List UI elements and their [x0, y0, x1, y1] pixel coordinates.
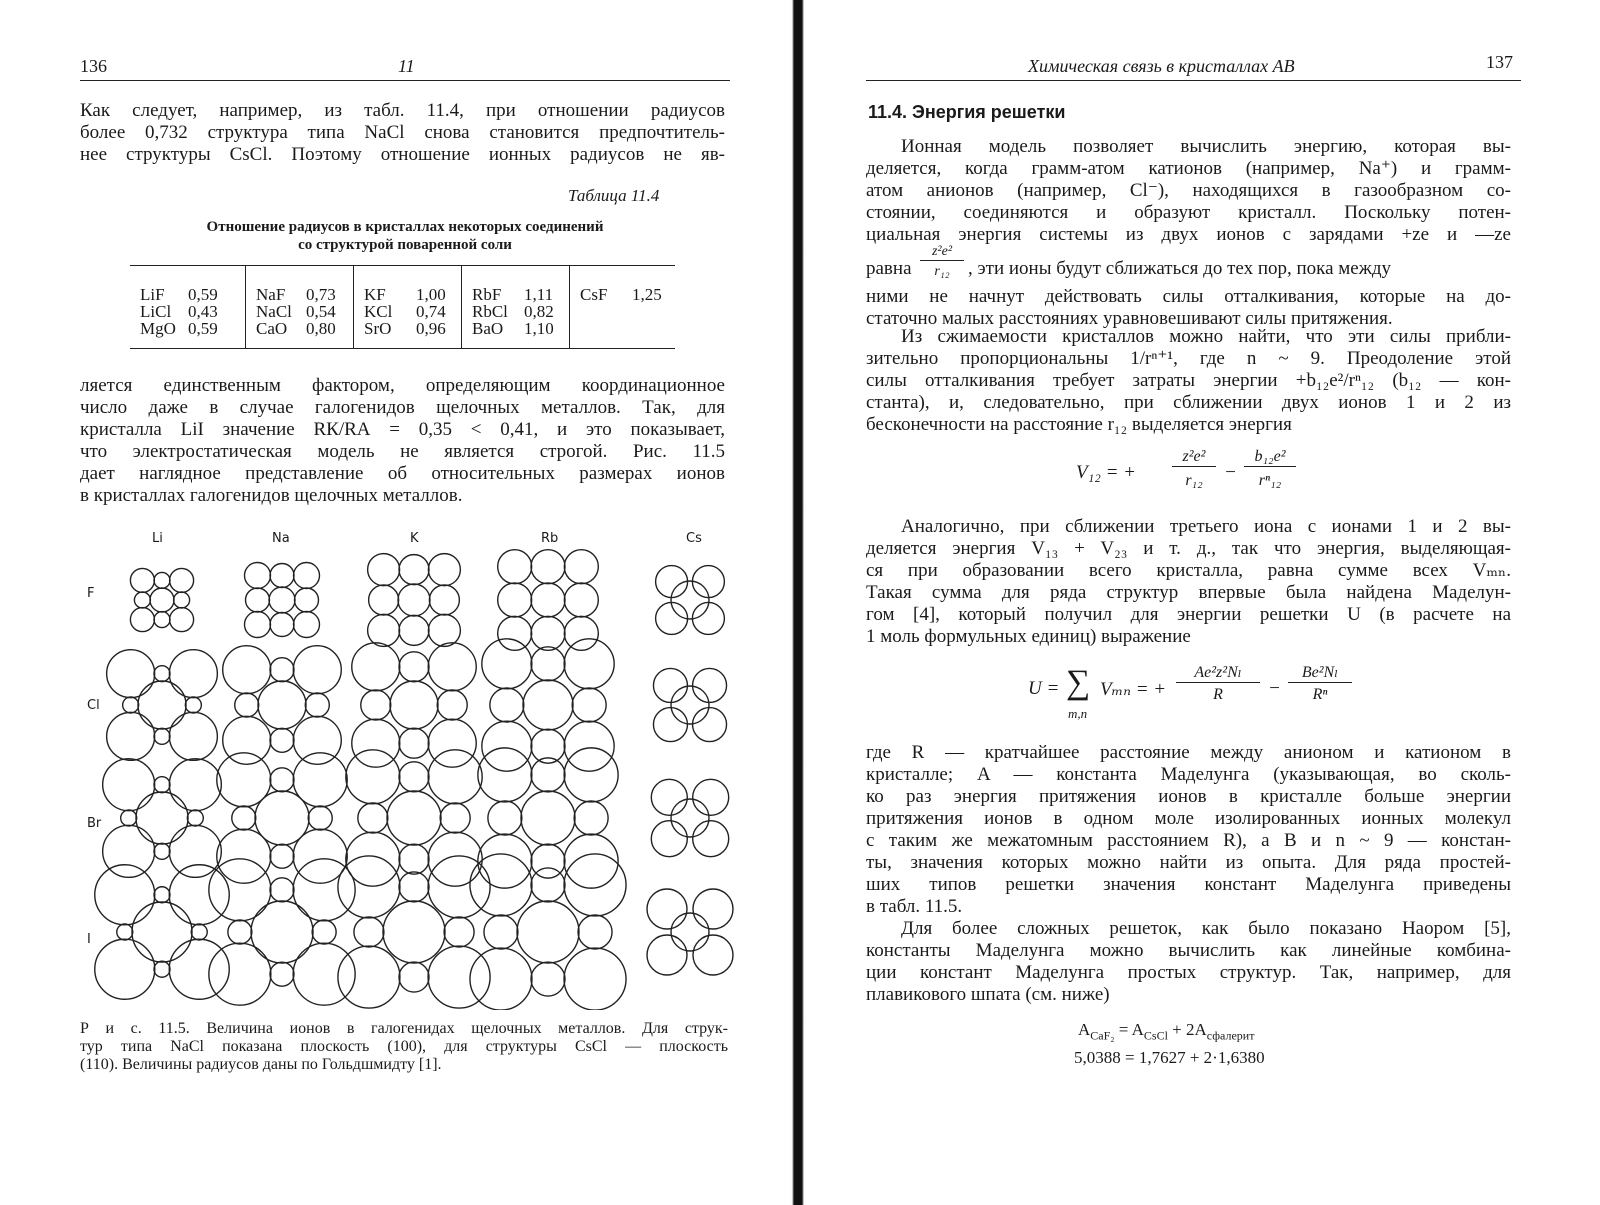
- text-line: в кристаллах галогенидов щелочных металлов.: [80, 485, 463, 506]
- text-line: силы отталкивания требует затраты энергии +b₁₂e²/rⁿ₁₂ (b₁₂ — кон-: [866, 370, 1511, 391]
- cation-circle: [531, 616, 565, 650]
- text-line: станта), и, следовательно, при сближении двух ионов 1 и 2 из: [866, 392, 1511, 413]
- text-line: число даже в случае галогенидов щелочных металлов. Так, для: [80, 397, 725, 418]
- cation-circle: [564, 583, 598, 617]
- table-cell-value: 1,10: [524, 319, 554, 338]
- anion-circle: [352, 719, 400, 767]
- text-line: ляется единственным фактором, определяющим координационное: [80, 375, 725, 396]
- anion-circle: [564, 834, 618, 888]
- anion-circle: [150, 588, 174, 612]
- cation-circle: [154, 777, 170, 793]
- symbol: A: [1078, 1020, 1091, 1039]
- anion-circle: [269, 587, 295, 613]
- table-cell-value: 0,96: [416, 319, 446, 338]
- right-page: [806, 0, 1600, 1205]
- cation-circle: [121, 810, 137, 826]
- table-cell-formula: CaO: [256, 319, 288, 338]
- anion-circle: [368, 554, 400, 586]
- anion-circle: [428, 554, 460, 586]
- equation-lattice-energy: [1028, 660, 1358, 724]
- cation-circle: [399, 762, 429, 792]
- cation-circle: [305, 693, 329, 717]
- column-label-cs: Cs: [686, 531, 702, 546]
- anion-circle: [482, 639, 532, 689]
- text-line: более 0,732 структура типа NaCl снова становится предпочтитель-: [80, 122, 725, 143]
- anion-circle: [169, 825, 221, 877]
- right-page-header: [866, 52, 1521, 81]
- anion-circle: [368, 614, 400, 646]
- cation-circle: [270, 878, 294, 902]
- cation-circle: [399, 615, 429, 645]
- anion-circle: [498, 550, 532, 584]
- anion-circle: [428, 614, 460, 646]
- running-title: Химическая связь в кристаллах AB: [1028, 56, 1295, 76]
- text-line: стоянии, соединяются и образуют кристалл. Поскольку потен-: [866, 202, 1511, 223]
- anion-circle: [647, 889, 687, 929]
- text-line: ся при образовании всего кристалла, равна сумме всех Vₘₙ.: [866, 560, 1511, 581]
- anion-circle: [653, 708, 687, 742]
- caption-line: тур типа NaCl показана плоскость (100), для структуры CsCl — плоскость: [80, 1038, 728, 1055]
- cation-circle: [187, 810, 203, 826]
- subscript: сфалерит: [1206, 1028, 1255, 1043]
- cation-circle: [232, 806, 256, 830]
- cation-circle: [174, 592, 190, 608]
- anion-circle: [428, 643, 476, 691]
- subscript: CsCl: [1143, 1028, 1168, 1043]
- table-label: Таблица 11.4: [568, 186, 660, 205]
- row-label-i: I: [87, 932, 91, 947]
- text-line: нее структуры CsCl. Поэтому отношение ионных радиусов не яв-: [80, 144, 725, 165]
- cation-circle: [531, 550, 565, 584]
- text-line: кристалла LiI значение RК/RА = 0,35 < 0,41, и это показывает,: [80, 419, 725, 440]
- cation-circle: [354, 917, 384, 947]
- cation-circle: [488, 801, 522, 835]
- page-number: 137: [1486, 52, 1513, 72]
- anion-circle: [531, 583, 565, 617]
- text-line: деляется энергия V₁₃ + V₂₃ и т. д., так что энергия, выделяющая-: [866, 538, 1511, 559]
- cation-circle: [671, 799, 709, 837]
- fraction-denominator: R: [1213, 686, 1223, 703]
- paragraph-madelung: [866, 516, 1511, 648]
- anion-circle: [651, 821, 687, 857]
- anion-circle: [523, 680, 573, 730]
- table-cell-value: 1,00: [416, 285, 446, 304]
- anion-circle: [564, 854, 626, 916]
- cation-circle: [134, 592, 150, 608]
- anion-circle: [653, 668, 687, 702]
- cation-circle: [444, 917, 474, 947]
- text-line: 1 моль формульных единиц) выражение: [866, 626, 1191, 647]
- cation-circle: [154, 887, 170, 903]
- anion-circle: [95, 939, 155, 999]
- anion-circle: [693, 935, 733, 975]
- cation-circle: [358, 803, 388, 833]
- anion-circle: [338, 946, 400, 1008]
- anion-circle: [130, 608, 154, 632]
- text-line: притяжения ионов в одном моле изолированных ионных молекул: [866, 808, 1511, 829]
- text-line: кристалле; A — константа Маделунга (указывающая, во сколь-: [866, 764, 1511, 785]
- symbol: = A: [1114, 1020, 1144, 1039]
- anion-circle: [169, 939, 229, 999]
- anion-circle: [338, 856, 400, 918]
- cation-circle: [191, 924, 207, 940]
- anion-circle: [107, 650, 155, 698]
- text-line: статочно малых расстояниях уравновешивают силы притяжения.: [866, 308, 1393, 329]
- figure-caption: [80, 1020, 728, 1074]
- cation-circle: [246, 588, 270, 612]
- text-fragment: равна: [866, 258, 912, 279]
- table-cell-value: 0,43: [188, 302, 218, 321]
- anion-circle: [251, 901, 313, 963]
- fraction-denominator: r₁₂: [934, 264, 950, 279]
- table-cell-formula: NaF: [256, 285, 286, 304]
- anion-circle: [293, 859, 355, 921]
- anion-circle: [294, 612, 320, 638]
- table-cell-formula: LiCl: [140, 302, 172, 321]
- cation-circle: [531, 962, 565, 996]
- fraction-numerator: Be²Nₗ: [1288, 662, 1352, 683]
- cation-circle: [369, 585, 399, 615]
- column-label-li: Li: [152, 531, 163, 546]
- anion-circle: [692, 566, 724, 598]
- cation-circle: [531, 647, 565, 681]
- cation-circle: [429, 585, 459, 615]
- anion-circle: [95, 865, 155, 925]
- cation-circle: [154, 843, 170, 859]
- anion-circle: [103, 759, 155, 811]
- cation-circle: [361, 690, 391, 720]
- cation-circle: [671, 581, 709, 619]
- anion-circle: [138, 681, 186, 729]
- text-fragment: , эти ионы будут сближаться до тех пор, пока между: [968, 258, 1392, 279]
- anion-circle: [293, 943, 355, 1005]
- table-cell-formula: RbCl: [472, 302, 508, 321]
- anion-circle: [103, 825, 155, 877]
- text-line: атом анионов (например, Cl⁻), находящихся в газообразном со-: [866, 180, 1511, 201]
- cation-circle: [440, 803, 470, 833]
- anion-circle: [293, 753, 347, 807]
- anion-circle: [470, 854, 532, 916]
- anion-circle: [293, 646, 341, 694]
- anion-circle: [521, 791, 575, 845]
- sum-sign: ∑: [1066, 664, 1091, 701]
- cation-circle: [578, 915, 612, 949]
- equation-fluorite-values: 5,0388 = 1,7627 + 2·1,6380: [1074, 1048, 1265, 1067]
- equation-term: Vₘₙ = +: [1100, 679, 1167, 700]
- cation-circle: [572, 688, 606, 722]
- equation-lhs: U =: [1028, 678, 1060, 699]
- anion-circle: [130, 568, 154, 592]
- equation-lhs: V₁₂ = +: [1076, 462, 1136, 483]
- inline-formula-line: [866, 244, 1516, 288]
- cation-circle: [154, 572, 170, 588]
- table-cell-formula: SrO: [364, 319, 392, 338]
- text-line: что электростатическая модель не является строгой. Рис. 11.5: [80, 441, 725, 462]
- page-number: 136: [80, 56, 107, 76]
- table-cell-formula: CsF: [580, 285, 608, 304]
- fraction-denominator: Rⁿ: [1312, 686, 1328, 703]
- text-line: в табл. 11.5.: [866, 896, 963, 917]
- table-cell-formula: KF: [364, 285, 386, 304]
- anion-circle: [693, 779, 729, 815]
- text-line: ших типов решетки значения констант Маделунга приведены: [866, 874, 1511, 895]
- cation-circle: [117, 924, 133, 940]
- anion-circle: [245, 612, 271, 638]
- chapter-number: 11: [398, 56, 415, 76]
- table-cell-value: 0,82: [524, 302, 554, 321]
- paragraph-compressibility: [866, 326, 1511, 436]
- anion-circle: [693, 668, 727, 702]
- anion-circle: [656, 602, 688, 634]
- cation-circle: [154, 961, 170, 977]
- table-cell-value: 1,25: [632, 285, 662, 304]
- section-title: 11.4. Энергия решетки: [868, 102, 1066, 122]
- row-label-f: F: [87, 586, 95, 601]
- book-spine: [790, 0, 806, 1205]
- text-line: деляется, когда грамм-атом катионов (например, Na⁺) и грамм-: [866, 158, 1511, 179]
- text-line: константы Маделунга можно вычислить как линейные комбина-: [866, 940, 1511, 961]
- row-label-cl: Cl: [87, 698, 100, 713]
- table-cell-formula: MgO: [140, 319, 176, 338]
- cation-circle: [185, 697, 201, 713]
- anion-circle: [498, 616, 532, 650]
- cation-circle: [154, 612, 170, 628]
- anion-circle: [209, 943, 271, 1005]
- anion-circle: [390, 681, 438, 729]
- caption-line: (110). Величины радиусов даны по Гольдшмидту [1].: [80, 1056, 442, 1073]
- table-cell-formula: NaCl: [256, 302, 292, 321]
- anion-circle: [428, 750, 482, 804]
- table-title-line: со структурой поваренной соли: [298, 237, 512, 253]
- text-line: Для более сложных решеток, как было показано Наором [5],: [901, 918, 1511, 939]
- text-line: ции констант Маделунга простых структур. Так, например, для: [866, 962, 1511, 983]
- anion-circle: [169, 650, 217, 698]
- table-cell-formula: KCl: [364, 302, 393, 321]
- anion-circle: [517, 901, 579, 963]
- left-page: [0, 0, 790, 1205]
- anion-circle: [478, 834, 532, 888]
- fraction-numerator: b₁₂e²: [1244, 448, 1296, 467]
- anion-circle: [245, 563, 271, 589]
- column-label-k: K: [410, 531, 419, 546]
- table-cell-formula: RbF: [472, 285, 502, 304]
- cation-circle: [154, 728, 170, 744]
- anion-circle: [651, 779, 687, 815]
- anion-circle: [169, 759, 221, 811]
- anion-circle: [470, 948, 532, 1010]
- cation-circle: [270, 962, 294, 986]
- text-line: Ионная модель позволяет вычислить энергию, которая вы-: [901, 136, 1511, 157]
- column-label-rb: Rb: [541, 531, 559, 546]
- anion-circle: [564, 721, 614, 771]
- cation-circle: [399, 728, 429, 758]
- row-label-br: Br: [87, 816, 102, 831]
- anion-circle: [478, 748, 532, 802]
- anion-circle: [169, 712, 217, 760]
- cation-circle: [399, 652, 429, 682]
- anion-circle: [564, 550, 598, 584]
- anion-circle: [352, 643, 400, 691]
- fraction-numerator: z²e²: [920, 244, 964, 261]
- anion-circle: [383, 901, 445, 963]
- table-cell-value: 0,74: [416, 302, 446, 321]
- caption-line: Р и с. 11.5. Величина ионов в галогенидах щелочных металлов. Для струк-: [80, 1020, 728, 1037]
- cation-circle: [295, 588, 319, 612]
- cation-circle: [399, 872, 429, 902]
- text-line: циальная энергия системы из двух ионов с зарядами +ze и —ze: [866, 224, 1511, 245]
- anion-circle: [692, 602, 724, 634]
- text-line: Аналогично, при сближении третьего иона с ионами 1 и 2 вы-: [901, 516, 1511, 537]
- text-line: Как следует, например, из табл. 11.4, при отношении радиусов: [80, 100, 725, 121]
- text-line: с таким же межатомным расстоянием R), а B и n ~ 9 — констан-: [866, 830, 1511, 851]
- anion-circle: [564, 639, 614, 689]
- anion-circle: [170, 568, 194, 592]
- cation-circle: [270, 768, 294, 792]
- cation-circle: [270, 613, 294, 637]
- cation-circle: [399, 844, 429, 874]
- fraction-denominator: r₁₂: [1185, 472, 1203, 489]
- cation-circle: [228, 920, 252, 944]
- anion-circle: [564, 616, 598, 650]
- cation-circle: [270, 564, 294, 588]
- cation-circle: [399, 555, 429, 585]
- anion-circle: [647, 935, 687, 975]
- text-line: Такая сумма для ряда структур впервые была найдена Маделун-: [866, 582, 1511, 603]
- fraction-denominator: rⁿ₁₂: [1258, 472, 1282, 489]
- anion-circle: [564, 748, 618, 802]
- table-cell-value: 0,59: [188, 285, 218, 304]
- minus-sign: −: [1224, 462, 1237, 483]
- anion-circle: [428, 719, 476, 767]
- equation-v12: [1076, 448, 1336, 500]
- cation-circle: [312, 920, 336, 944]
- text-line: ты, значения которых можно найти из опыта. Для ряда простей-: [866, 852, 1511, 873]
- anion-circle: [136, 792, 188, 844]
- anion-circle: [258, 681, 306, 729]
- sum-index: m,n: [1068, 706, 1088, 721]
- text-line: ними не начнут действовать силы отталкивания, которые на до-: [866, 286, 1511, 307]
- ion-packing-diagram: [0, 0, 790, 1010]
- cation-circle: [437, 690, 467, 720]
- cation-circle: [490, 688, 524, 722]
- cation-circle: [270, 728, 294, 752]
- table-cell-value: 0,80: [306, 319, 336, 338]
- anion-circle: [656, 566, 688, 598]
- table-title-line: Отношение радиусов в кристаллах некоторых соединений: [206, 219, 604, 235]
- cation-circle: [235, 693, 259, 717]
- text-line: ко раз энергия притяжения ионов в кристалле больше энергии: [866, 786, 1511, 807]
- anion-circle: [398, 584, 430, 616]
- anion-circle: [209, 859, 271, 921]
- text-line: Из сжимаемости кристаллов можно найти, что эти силы прибли-: [901, 326, 1511, 347]
- cation-circle: [498, 583, 532, 617]
- anion-circle: [693, 889, 733, 929]
- column-label-na: Na: [272, 531, 290, 546]
- paragraph-complex-lattices: [866, 918, 1511, 1006]
- cation-circle: [671, 686, 709, 724]
- cation-circle: [574, 801, 608, 835]
- anion-circle: [170, 608, 194, 632]
- anion-circle: [693, 821, 729, 857]
- anion-circle: [223, 646, 271, 694]
- anion-circle: [132, 902, 192, 962]
- table-cell-value: 0,73: [306, 285, 336, 304]
- text-line: бесконечности на расстояние r₁₂ выделяется энергия: [866, 414, 1292, 435]
- fraction-numerator: Ae²z²Nₗ: [1176, 662, 1260, 683]
- cation-circle: [671, 913, 709, 951]
- cation-circle: [484, 915, 518, 949]
- text-line: плавикового шпата (см. ниже): [866, 984, 1110, 1005]
- table-cell-formula: BaO: [472, 319, 504, 338]
- text-line: гом [4], который получил для энергии решетки U (в расчете на: [866, 604, 1511, 625]
- anion-circle: [564, 948, 626, 1010]
- anion-circle: [294, 563, 320, 589]
- cation-circle: [399, 962, 429, 992]
- fraction-numerator: z²e²: [1172, 448, 1216, 467]
- anion-circle: [482, 721, 532, 771]
- text-line: дает наглядное представление об относительных размерах ионов: [80, 463, 725, 484]
- cation-circle: [270, 844, 294, 868]
- table-cell-value: 0,59: [188, 319, 218, 338]
- cation-circle: [308, 806, 332, 830]
- symbol: + 2A: [1167, 1020, 1207, 1039]
- cation-circle: [270, 658, 294, 682]
- cation-circle: [154, 666, 170, 682]
- anion-circle: [293, 829, 347, 883]
- paragraph-ionic-model: [866, 136, 1511, 246]
- table-cell-value: 0,54: [306, 302, 336, 321]
- cation-circle: [531, 868, 565, 902]
- anion-circle: [169, 865, 229, 925]
- anion-circle: [346, 750, 400, 804]
- text-line: где R — кратчайшее расстояние между анионом и катионом в: [866, 742, 1511, 763]
- anion-circle: [107, 712, 155, 760]
- subscript: CaF₂: [1090, 1028, 1115, 1043]
- table-cell-value: 1,11: [524, 285, 554, 304]
- text-line: зительно пропорциональны 1/rⁿ⁺¹, где n ~ 9. Преодоление этой: [866, 348, 1511, 369]
- paragraph-definitions: [866, 742, 1511, 918]
- table-cell-formula: LiF: [140, 285, 165, 304]
- anion-circle: [693, 708, 727, 742]
- minus-sign: −: [1268, 678, 1281, 699]
- paragraph-continuation: [866, 286, 1511, 330]
- equation-fluorite: [1078, 1020, 1254, 1043]
- cation-circle: [123, 697, 139, 713]
- anion-circle: [387, 791, 441, 845]
